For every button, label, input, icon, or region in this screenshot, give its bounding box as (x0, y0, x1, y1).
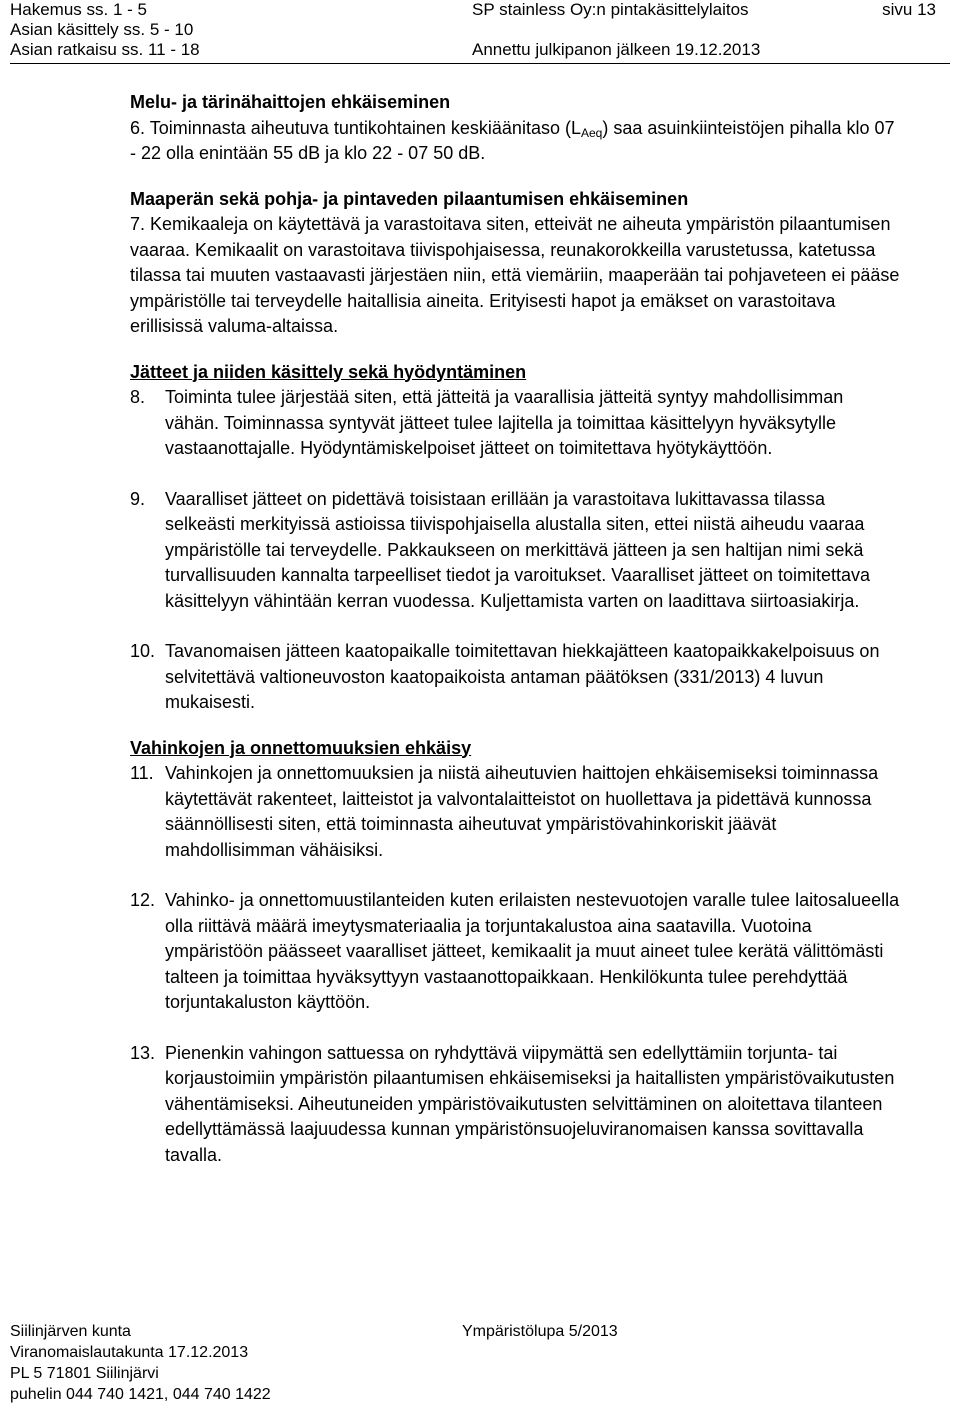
item-10-number: 10. (130, 641, 156, 661)
header-center (472, 0, 760, 60)
footer-left-line-2: Viranomaislautakunta 17.12.2013 (10, 1344, 249, 1361)
footer-left-line-1: Siilinjärven kunta (10, 1323, 131, 1340)
item-6 (130, 116, 900, 167)
section-heading-soil: Maaperän sekä pohja- ja pintaveden pilaantumisen ehkäiseminen (130, 188, 689, 209)
section-heading-noise: Melu- ja tärinähaittojen ehkäiseminen (130, 92, 451, 112)
header-center-line-1: SP stainless Oy:n pintakäsittelylaitos (472, 0, 749, 19)
footer-left-line-4: puhelin 044 740 1421, 044 740 1422 (10, 1386, 271, 1403)
item-10-text: Tavanomaisen jätteen kaatopaikalle toimitettavan hiekkajätteen kaatopaikkakelpoisuus on selvitettävä valtioneuvoston kaatopaikoista antaman päätöksen (331/2013) 4 luvun mukaisesti. (165, 641, 880, 712)
item-7-number: 7. (130, 214, 146, 234)
item-9-text: Vaaralliset jätteet on pidettävä toisistaan erillään ja varastoitava lukittavassa tilassa selkeästi merkityissä astioissa tiivispohjaisella alustalla siten, ettei niistä aiheudu vaaraa ympäristölle tai terveydelle. Pakkaukseen on merkittävä jätteen ja sen haltijan nimi sekä turvallisuuden kannalta tarpeelliset tiedot ja varoitukset. Vaaralliset jätteet on toimitettava käsittelyyn vähintään kerran vuodessa. Kuljettamista varten on laadittava siirtoasiakirja. (165, 488, 871, 611)
header-divider (10, 63, 950, 64)
item-11-text: Vahinkojen ja onnettomuuksien ja niistä aiheutuvien haittojen ehkäisemiseksi toiminnassa käytettävät rakenteet, laitteistot ja valvontalaitteistot on huollettava ja pidettävä kunnossa säännöllisesti siten, että toiminnasta aiheutuvat ympäristövahinkoriskit jäävät mahdollisimman vähäisiksi. (165, 763, 879, 860)
item-12-number: 12. (130, 890, 156, 910)
item-8 (130, 385, 900, 462)
item-12-text: Vahinko- ja onnettomuustilanteiden kuten erilaisten nestevuotojen varalle tulee laitosalueella olla riittävä määrä imeytysmateriaalia ja torjuntakalustoa aina saatavilla. Vuotoina ympäristöön päässeet vaaralliset jätteet, kemikaalit ja muut aineet tulee kerätä välittömästi talteen ja toimittaa hyväksyttyyn vastaanottopaikkaan. Henkilökunta tulee perehdyttää torjuntakaluston käyttöön. (165, 890, 900, 1012)
item-13-text: Pienenkin vahingon sattuessa on ryhdyttävä viipymättä sen edellyttämiin torjunta- tai korjaustoimiin ympäristön pilaantumisen ehkäisemiseksi ja haitallisten ympäristövaikutusten vähentämiseksi. Aiheutuneiden ympäristövaikutusten selvittäminen on aloitettava tilanteen edellyttämässä laajuudessa kunnan ympäristönsuojeluviranomaisen kanssa sovittavalla tavalla. (165, 1042, 895, 1165)
item-13 (130, 1041, 900, 1169)
item-6-subscript: Aeq (580, 125, 603, 140)
item-8-text: Toiminta tulee järjestää siten, että jätteitä ja vaarallisia jätteitä syntyy mahdollisimman vähän. Toiminnassa syntyvät jätteet tulee lajitella ja toimittaa käsittelyyn hyväksytylle vastaanottajalle. Hyödyntämiskelpoiset jätteet on toimitettava hyötykäyttöön. (165, 387, 844, 458)
item-11 (130, 761, 900, 863)
item-6-number: 6. (130, 117, 146, 138)
item-7 (130, 212, 900, 340)
footer-right: Ympäristölupa 5/2013 (462, 1323, 618, 1340)
header-left (10, 0, 200, 60)
item-9 (130, 487, 900, 615)
header-center-line-3: Annettu julkipanon jälkeen 19.12.2013 (472, 40, 761, 59)
footer-left (10, 1321, 271, 1405)
header-left-line-1: Hakemus ss. 1 - 5 (10, 0, 147, 19)
header-left-line-2: Asian käsittely ss. 5 - 10 (10, 20, 194, 39)
item-6-text-part1: Toiminnasta aiheutuva tuntikohtainen keskiäänitaso (L (149, 117, 581, 138)
section-heading-waste: Jätteet ja niiden käsittely sekä hyödyntäminen (130, 361, 527, 382)
header-page-number: sivu 13 (882, 0, 936, 19)
item-10 (130, 639, 900, 716)
item-13-number: 13. (130, 1042, 156, 1063)
section-heading-accidents: Vahinkojen ja onnettomuuksien ehkäisy (130, 737, 472, 758)
item-9-number: 9. (130, 488, 146, 509)
item-6-text-part2: ) saa asuinkiinteistöjen pihalla klo 07 - 22 olla enintään 55 dB ja klo 22 - 07 50 dB. (130, 117, 895, 163)
item-11-number: 11. (130, 763, 154, 783)
page-header (10, 0, 950, 66)
footer-left-line-3: PL 5 71801 Siilinjärvi (10, 1365, 159, 1382)
item-7-text: Kemikaaleja on käytettävä ja varastoitava siten, etteivät ne aiheuta ympäristön pilaantumisen vaaraa. Kemikaalit on varastoitava tiivispohjaisessa, reunakorokkeilla varustetussa, katetussa tilassa tai muuten vastaavasti järjestäen niin, että viemäriin, maaperään tai pohjaveteen ei pääse ympäristölle tai terveydelle haitallisia aineita. Erityisesti hapot ja emäkset on varastoitava erillisissä valuma-altaissa. (130, 214, 900, 336)
item-8-number: 8. (130, 387, 146, 407)
header-left-line-3: Asian ratkaisu ss. 11 - 18 (10, 40, 200, 59)
item-12 (130, 888, 900, 1016)
document-body (130, 90, 900, 1168)
header-center-line-2 (472, 20, 760, 40)
